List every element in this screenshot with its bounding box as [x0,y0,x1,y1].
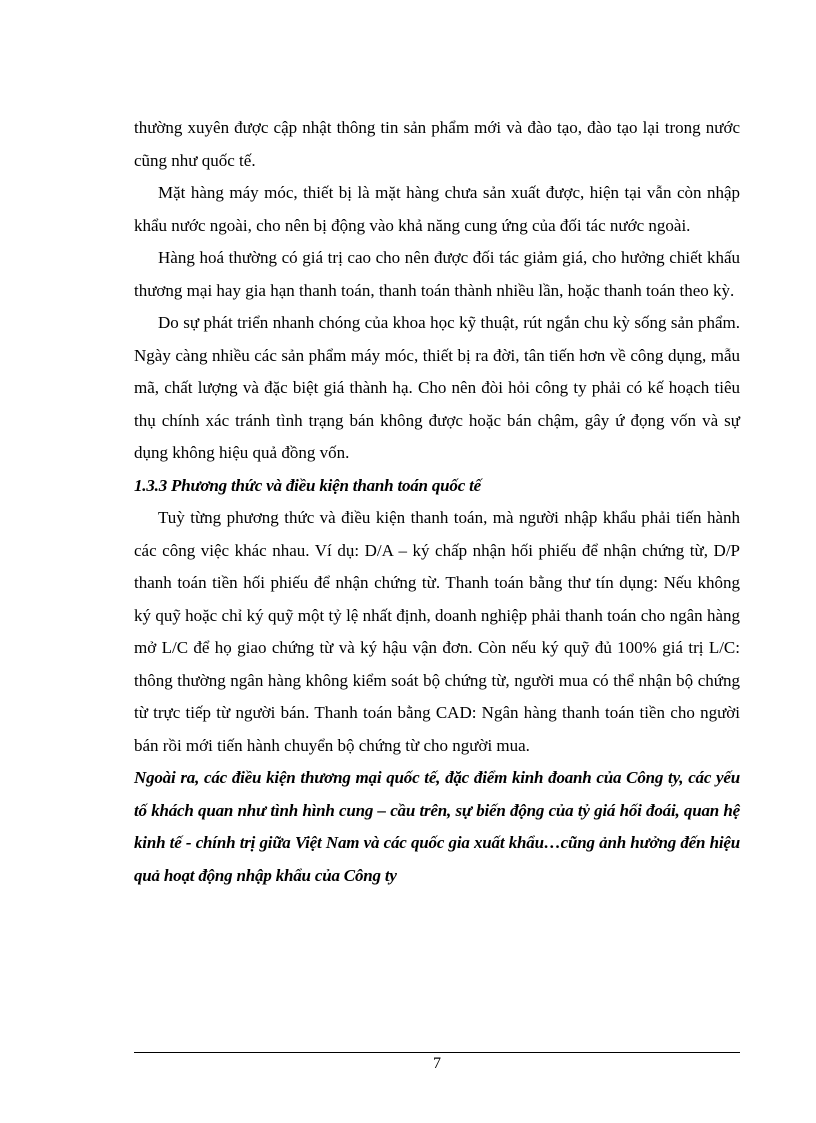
paragraph-payment-methods: Tuỳ từng phương thức và điều kiện thanh toán, mà người nhập khẩu phải tiến hành các công việc khác nhau. Ví dụ: D/A – ký chấp nhận hối phiếu để nhận chứng từ, D/P thanh toán tiền hối phiếu để nhận chứng từ. Thanh toán bằng thư tín dụng: Nếu không ký quỹ hoặc chỉ ký quỹ một tỷ lệ nhất định, doanh nghiệp phải thanh toán cho ngân hàng mở L/C để họ giao chứng từ và ký hậu vận đơn. Còn nếu ký quỹ đủ 100% giá trị L/C: thông thường ngân hàng không kiểm soát bộ chứng từ, người mua có thể nhận bộ chứng từ trực tiếp từ người bán. Thanh toán bằng CAD: Ngân hàng thanh toán tiền cho người bán rồi mới tiến hành chuyển bộ chứng từ cho người mua. [134,508,740,755]
paragraph-machinery-imports: Mặt hàng máy móc, thiết bị là mặt hàng chưa sản xuất được, hiện tại vẫn còn nhập khẩu nước ngoài, cho nên bị động vào khả năng cung ứng của đối tác nước ngoài. [134,183,740,235]
paragraph-high-value-goods: Hàng hoá thường có giá trị cao cho nên được đối tác giảm giá, cho hưởng chiết khấu thương mại hay gia hạn thanh toán, thanh toán thành nhiều lần, hoặc thanh toán theo kỳ. [134,248,740,300]
paragraph-continuation: thường xuyên được cập nhật thông tin sản phẩm mới và đào tạo, đào tạo lại trong nước cũng như quốc tế. [134,118,740,170]
section-heading: 1.3.3 Phương thức và điều kiện thanh toán quốc tế [134,475,481,495]
document-body [134,112,740,892]
paragraph-technology-development: Do sự phát triển nhanh chóng của khoa học kỹ thuật, rút ngắn chu kỳ sống sản phẩm. Ngày càng nhiều các sản phẩm máy móc, thiết bị ra đời, tân tiến hơn về công dụng, mẫu mã, chất lượng và đặc biệt giá thành hạ. Cho nên đòi hỏi công ty phải có kế hoạch tiêu thụ chính xác tránh tình trạng bán không được hoặc bán chậm, gây ứ đọng vốn và sự dụng không hiệu quả đồng vốn. [134,313,740,462]
page-number: 7 [433,1055,441,1072]
footer-divider [134,1052,740,1053]
paragraph-emphasis: Ngoài ra, các điều kiện thương mại quốc tế, đặc điểm kinh đoanh của Công ty, các yếu tố khách quan như tình hình cung – cầu trên, sự biến động của tỷ giá hối đoái, quan hệ kinh tế - chính trị giữa Việt Nam và các quốc gia xuất khẩu…cũng ảnh hưởng đến hiệu quả hoạt động nhập khẩu của Công ty [134,768,740,885]
